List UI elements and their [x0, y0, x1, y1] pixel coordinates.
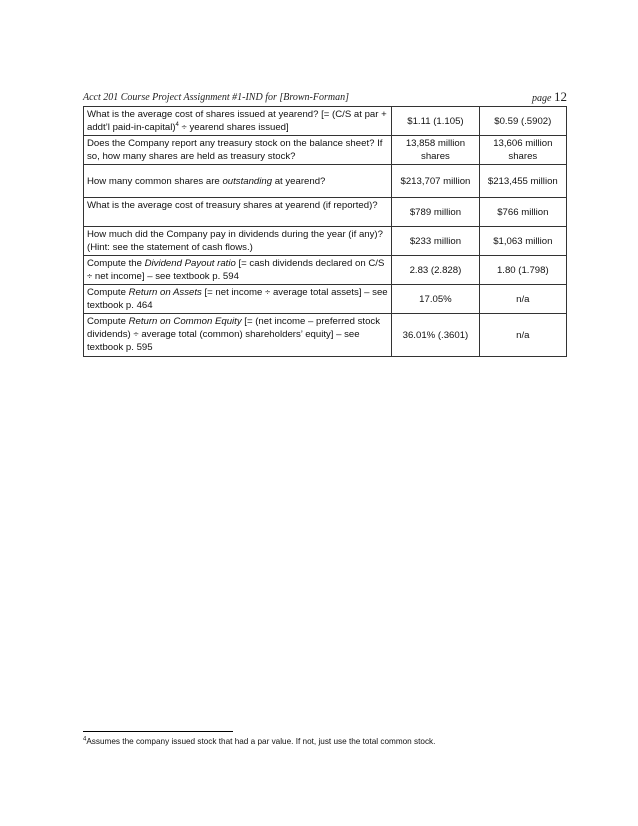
question-text-cont: [= net income ÷ average total assets] – see textbook p. 464 — [87, 287, 388, 311]
footnote — [83, 737, 435, 746]
table-row — [84, 314, 567, 357]
question-text-cont: at yearend? — [272, 175, 326, 187]
answer-cell-1: 2.83 (2.828) — [392, 256, 479, 285]
footnote-rule — [83, 731, 233, 732]
question-emphasis: outstanding — [222, 175, 273, 187]
table-row — [84, 136, 567, 165]
table-row — [84, 165, 567, 198]
answer-cell-2: $1,063 million — [479, 227, 566, 256]
page-header — [83, 89, 567, 106]
answer-cell-1: 36.01% (.3601) — [392, 314, 479, 357]
question-text-cont: [= cash dividends declared on C/S ÷ net income] – see textbook p. 594 — [87, 258, 385, 282]
answer-cell-1: $789 million — [392, 198, 479, 227]
question-text: How many common shares are — [87, 175, 223, 187]
question-cell: What is the average cost of treasury shares at yearend (if reported)? — [84, 198, 392, 227]
answer-cell-1: 13,858 million shares — [392, 136, 479, 165]
answer-cell-2: n/a — [479, 314, 566, 357]
question-text: Compute — [87, 316, 129, 327]
footnote-marker: 4 — [83, 736, 87, 743]
question-emphasis: Dividend Payout ratio — [144, 258, 236, 269]
question-cell: Does the Company report any treasury stock on the balance sheet? If so, how many shares are held as treasury stock? — [84, 136, 392, 165]
answer-cell-2: $766 million — [479, 198, 566, 227]
answer-cell-2: 13,606 million shares — [479, 136, 566, 165]
question-cell — [84, 165, 392, 198]
question-cell — [84, 107, 392, 136]
footnote-ref: 4 — [175, 121, 179, 128]
answer-cell-1: $213,707 million — [392, 165, 479, 198]
question-text-cont: [= (net income – preferred stock dividends) ÷ average total (common) shareholders’ equity] – see textbook p. 595 — [87, 316, 381, 353]
header-page — [532, 89, 567, 105]
question-emphasis: Return on Assets — [128, 287, 202, 298]
answer-cell-2: n/a — [479, 285, 566, 314]
question-cell — [84, 314, 392, 357]
header-title: Acct 201 Course Project Assignment #1-IND for [Brown-Forman] — [83, 92, 350, 103]
table-row — [84, 227, 567, 256]
question-emphasis: Return on Common Equity — [128, 316, 242, 327]
page-label: page — [532, 93, 552, 104]
answer-cell-2: $213,455 million — [479, 165, 566, 198]
table-row — [84, 256, 567, 285]
answer-cell-1: $233 million — [392, 227, 479, 256]
answer-cell-1: 17.05% — [392, 285, 479, 314]
table-row — [84, 285, 567, 314]
question-cell: How much did the Company pay in dividends during the year (if any)? (Hint: see the statement of cash flows.) — [84, 227, 392, 256]
question-text: What is the average cost of shares issued at yearend? [= (C/S at par + addt’l paid-in-capital) — [87, 109, 387, 133]
table-row — [84, 107, 567, 136]
answer-cell-2: 1.80 (1.798) — [479, 256, 566, 285]
question-cell — [84, 256, 392, 285]
footnote-text: Assumes the company issued stock that had a par value. If not, just use the total common stock. — [86, 737, 436, 746]
table-row — [84, 198, 567, 227]
answer-cell-2: $0.59 (.5902) — [479, 107, 566, 136]
assignment-table — [83, 106, 567, 357]
page-number: 12 — [554, 89, 567, 104]
question-cell — [84, 285, 392, 314]
question-text: Compute the — [87, 258, 145, 269]
answer-cell-1: $1.11 (1.105) — [392, 107, 479, 136]
question-text: Compute — [87, 287, 129, 298]
question-text-cont: ÷ yearend shares issued] — [178, 122, 289, 133]
